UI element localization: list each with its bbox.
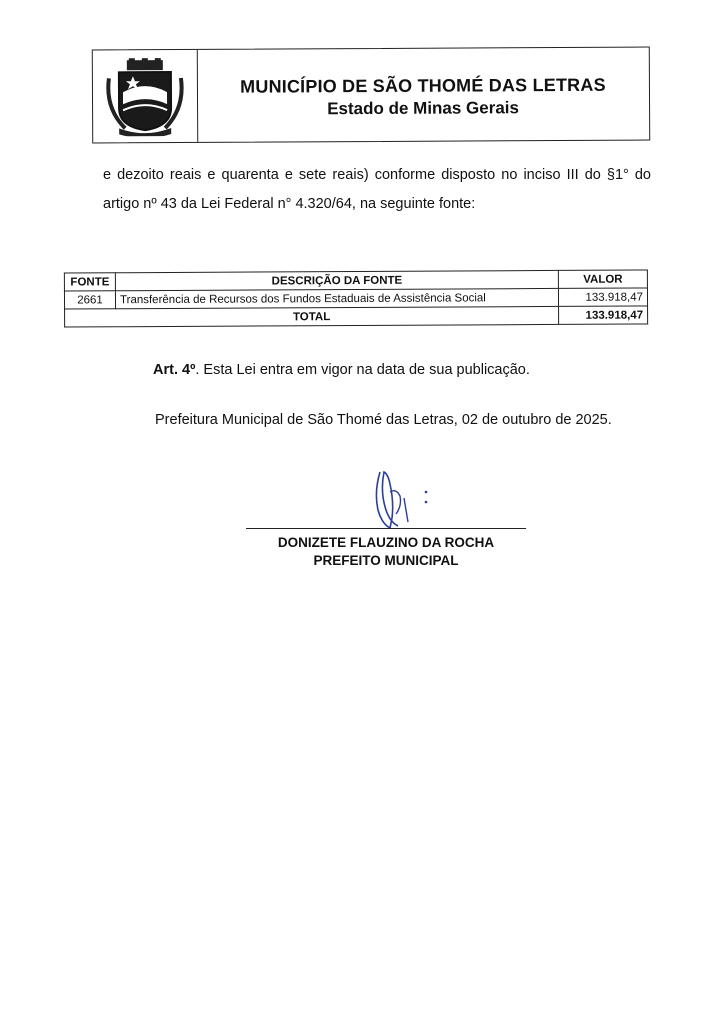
place-date: Prefeitura Municipal de São Thomé das Letras, 02 de outubro de 2025. (155, 412, 612, 428)
article-label: Art. 4º (153, 362, 196, 378)
article-4 (153, 362, 530, 378)
table-total-row (65, 306, 648, 327)
signature-line (246, 528, 526, 529)
letterhead-text (197, 48, 649, 142)
cell-fonte: 2661 (64, 291, 115, 309)
coat-of-arms-icon (105, 58, 185, 136)
signatory-name: DONIZETE FLAUZINO DA ROCHA (277, 535, 495, 550)
signatory-role: PREFEITO MUNICIPAL (313, 553, 459, 568)
article-text: . Esta Lei entra em vigor na data de sua publicação. (195, 362, 530, 378)
municipality-title: MUNICÍPIO DE SÃO THOMÉ DAS LETRAS (240, 74, 606, 97)
state-subtitle: Estado de Minas Gerais (327, 98, 520, 119)
handwritten-signature (360, 462, 440, 534)
header-valor: VALOR (558, 270, 647, 288)
header-descricao: DESCRIÇÃO DA FONTE (115, 270, 558, 290)
cell-valor: 133.918,47 (558, 288, 647, 306)
letterhead (92, 47, 650, 144)
total-value: 133.918,47 (559, 306, 648, 324)
total-label: TOTAL (65, 306, 559, 327)
body-text-line-1: e dezoito reais e quarenta e sete reais) conforme disposto no inciso III do §1° do (103, 167, 651, 183)
cell-descricao: Transferência de Recursos dos Fundos Estaduais de Assistência Social (115, 288, 558, 308)
coat-of-arms-cell (93, 50, 198, 143)
header-fonte: FONTE (64, 273, 115, 291)
funding-source-table (64, 269, 648, 327)
body-text-line-2: artigo nº 43 da Lei Federal n° 4.320/64, na seguinte fonte: (103, 196, 476, 212)
